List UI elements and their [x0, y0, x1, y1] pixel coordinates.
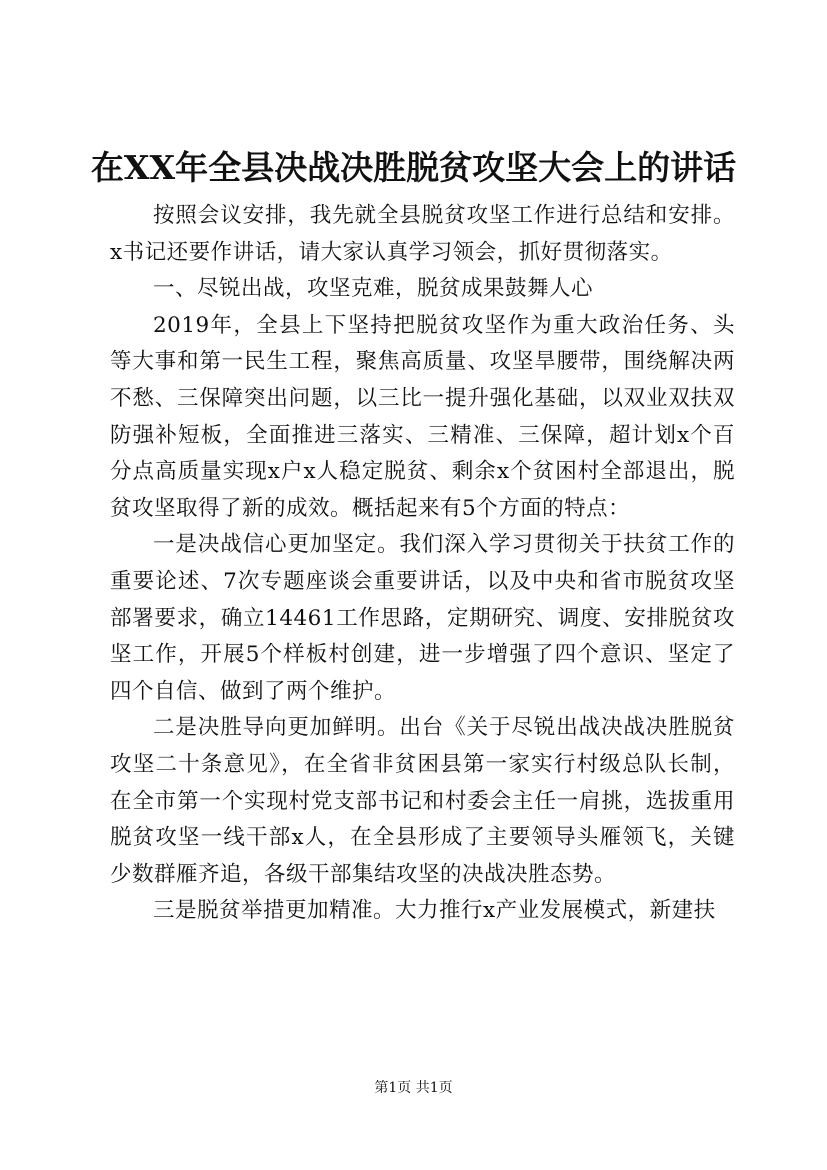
document-body	[110, 198, 735, 930]
paragraph-point-2: 二是决胜导向更加鲜明。出台《关于尽锐出战决战决胜脱贫攻坚二十条意见》，在全省非贫困县第一家实行村级总队长制，在全市第一个实现村党支部书记和村委会主任一肩挑，选拔重用脱贫攻坚一线干部x人，在全县形成了主要领导头雁领飞，关键少数群雁齐追，各级干部集结攻坚的决战决胜态势。	[110, 715, 735, 887]
section-heading-1: 一、尽锐出战，攻坚克难，脱贫成果鼓舞人心	[153, 276, 594, 302]
document-title: 在XX年全县决战决胜脱贫攻坚大会上的讲话	[90, 148, 737, 187]
paragraph-point-1: 一是决战信心更加坚定。我们深入学习贯彻关于扶贫工作的重要论述、7次专题座谈会重要讲话，以及中央和省市脱贫攻坚部署要求，确立14461工作思路，定期研究、调度、安排脱贫攻坚工作，开展5个样板村创建，进一步增强了四个意识、坚定了四个自信、做到了两个维护。	[110, 532, 735, 704]
page-footer: 第1页 共1页	[374, 1080, 453, 1096]
paragraph-2019-summary: 2019年，全县上下坚持把脱贫攻坚作为重大政治任务、头等大事和第一民生工程，聚焦高质量、攻坚旱腰带，围绕解决两不愁、三保障突出问题，以三比一提升强化基础，以双业双扶双防强补短板，全面推进三落实、三精准、三保障，超计划x个百分点高质量实现x户x人稳定脱贫、剩余x个贫困村全部退出，脱贫攻坚取得了新的成效。概括起来有5个方面的特点：	[110, 312, 735, 521]
paragraph-intro: 按照会议安排，我先就全县脱贫攻坚工作进行总结和安排。x书记还要作讲话，请大家认真学习领会，抓好贯彻落实。	[110, 203, 735, 265]
paragraph-point-3: 三是脱贫举措更加精准。大力推行x产业发展模式，新建扶	[153, 898, 716, 924]
